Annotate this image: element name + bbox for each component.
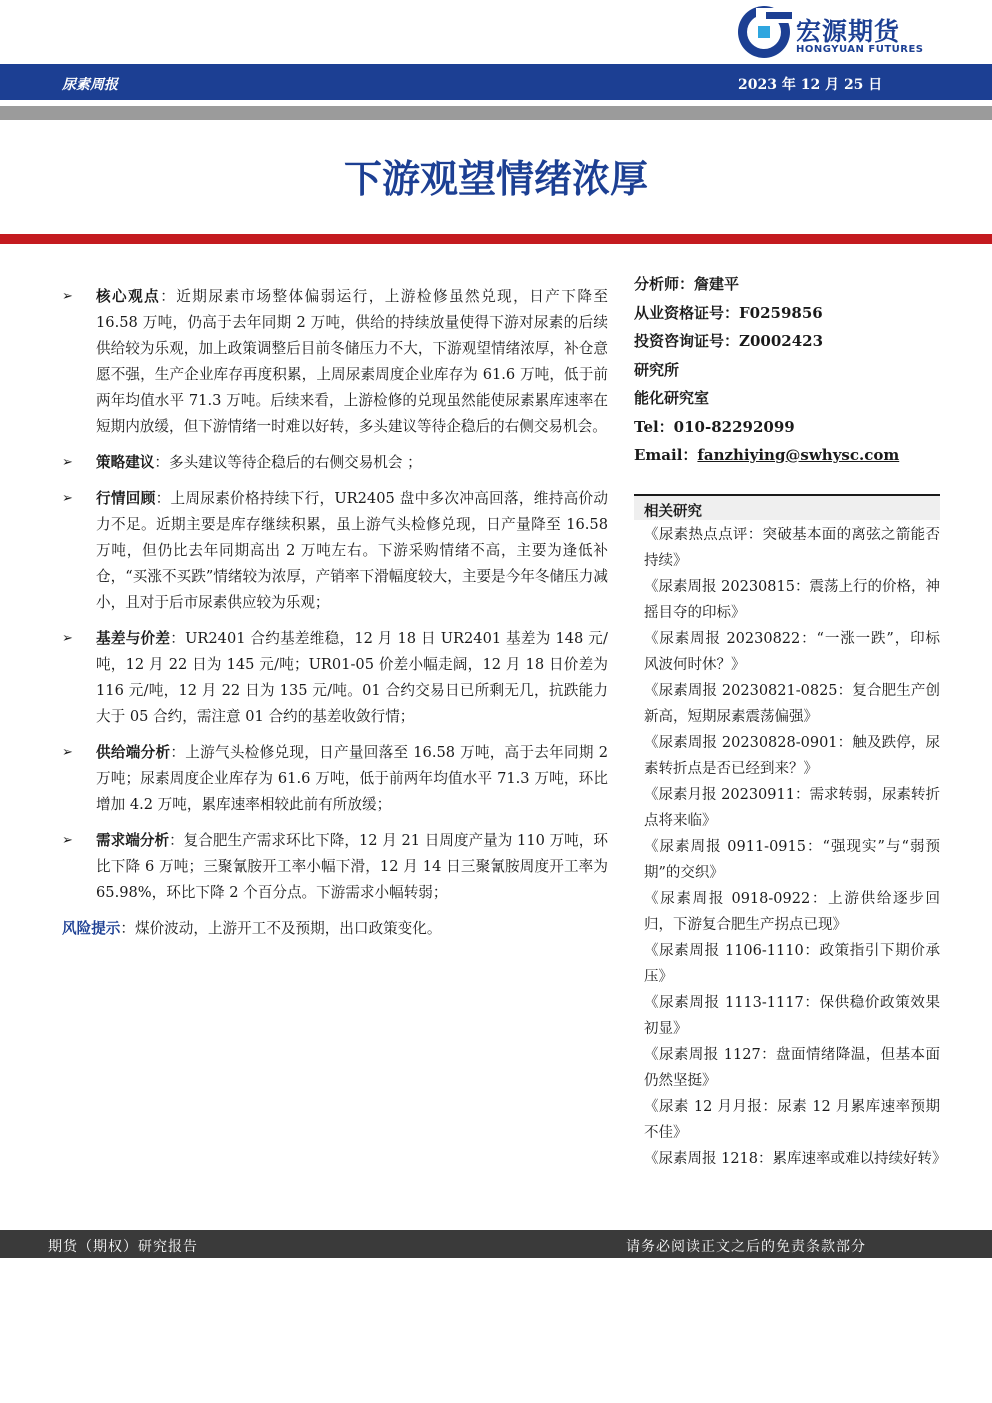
section-text: ：上周尿素价格持续下行，UR2405 盘中多次冲高回落，维持高价动力不足。近期主要是库存继续积累，虽上游气头检修兑现，日产量降至 16.58 万吨，但仍比去年同期高出 2 万吨左右。下游采购情绪不高，主要为逢低补仓，“买涨不买跌”情绪较为浓厚，产销率下滑幅度较大，主要是今年冬储压力减小，且对于后市尿素供应较为乐观； [96,490,608,611]
section-text: ：复合肥生产需求环比下降，12 月 21 日周度产量为 110 万吨，环比下降 6 万吨；三聚氰胺开工率小幅下滑，12 月 14 日三聚氰胺周度开工率为 65.98%，环比下降 2 个百分点。下游需求小幅转弱； [96,832,608,901]
analyst-info [634,270,940,470]
email-link[interactable]: fanzhiying@swhysc.com [697,446,900,464]
related-item: 《尿素热点点评：突破基本面的离弦之箭能否持续》 [644,526,940,569]
page-title: 下游观望情绪浓厚 [343,157,648,201]
telephone: Tel：010-82292099 [634,417,795,436]
related-item: 《尿素周报 1106-1110：政策指引下期价承压》 [644,942,940,985]
section-core-view [62,284,608,440]
related-item: 《尿素周报 20230828-0901：触及跌停，尿素转折点是否已经到来？》 [644,734,940,777]
brand-name-en: HONGYUAN FUTURES [796,44,924,55]
risk-head: 风险提示 [62,920,121,937]
footer-right: 请务必阅读正文之后的免责条款部分 [626,1239,866,1255]
email-label: Email： [634,446,698,464]
hongyuan-logo-icon [736,4,792,60]
bullet-arrow-icon: ➢ [62,833,73,848]
footer-left: 期货（期权）研究报告 [48,1239,198,1255]
brand-logo [736,4,936,60]
header-divider [0,106,992,120]
related-item: 《尿素周报 0911-0915：“强现实”与“弱预期”的交织》 [644,838,940,881]
consult-number: 投资咨询证号：Z0002423 [634,332,824,350]
related-item: 《尿素周报 20230815：震荡上行的价格，神摇目夺的印标》 [644,578,940,621]
section-demand [62,828,608,906]
related-research-title: 相关研究 [634,494,940,520]
report-type: 尿素周报 [62,77,118,93]
brand-name-cn: 宏源期货 [796,17,901,46]
related-item: 《尿素周报 20230822：“一涨一跌”，印标风波何时休？》 [644,630,940,673]
section-basis-spread [62,626,608,730]
risk-text: ：煤价波动，上游开工不及预期，出口政策变化。 [120,920,442,937]
related-item: 《尿素周报 0918-0922：上游供给逐步回归，下游复合肥生产拐点已现》 [644,890,940,933]
section-head: 核心观点 [96,288,161,305]
section-head: 策略建议 [96,454,155,471]
related-item: 《尿素周报 1113-1117：保供稳价政策效果初显》 [644,994,940,1037]
section-head: 基差与价差 [96,630,171,647]
section-market-review [62,486,608,616]
section-text: ：上游气头检修兑现，日产量回落至 16.58 万吨，高于去年同期 2 万吨；尿素周度企业库存为 61.6 万吨，低于前两年均值水平 71.3 万吨，环比增加 4.2 万吨，累库速率相较此前有所放缓； [96,744,608,813]
bullet-arrow-icon: ➢ [62,745,73,760]
footer-bar [0,1230,992,1258]
bullet-arrow-icon: ➢ [62,289,73,304]
main-content [62,284,608,942]
report-date: 2023 年 12 月 25 日 [738,77,883,93]
office: 能化研究室 [634,389,710,407]
related-item: 《尿素周报 20230821-0825：复合肥生产创新高，短期尿素震荡偏强》 [644,682,940,725]
related-research-list [634,522,947,1172]
qualification-number: 从业资格证号：F0259856 [634,303,823,322]
email-line [634,441,940,470]
section-head: 供给端分析 [96,744,171,761]
section-head: 需求端分析 [96,832,170,849]
section-supply [62,740,608,818]
section-text: ：多头建议等待企稳后的右侧交易机会 ； [154,454,422,471]
related-item: 《尿素月报 20230911：需求转弱，尿素转折点将来临》 [644,786,940,829]
section-risk [62,916,608,942]
title-divider [0,234,992,244]
bullet-arrow-icon: ➢ [62,491,73,506]
sidebar [634,270,947,1172]
section-head: 行情回顾 [96,490,156,507]
section-strategy [62,450,608,476]
section-text: ：近期尿素市场整体偏弱运行，上游检修虽然兑现，日产下降至 16.58 万吨，仍高于去年同期 2 万吨，供给的持续放量使得下游对尿素的后续供给较为乐观，加上政策调整后目前冬储压力不大，下游观望情绪浓厚，补仓意愿不强，生产企业库存再度积累，上周尿素周度企业库存为 61.6 万吨，低于前两年均值水平 71.3 万吨。后续来看，上游检修的兑现虽然能使尿素累库速率在短期内放缓，但下游情绪一时难以好转，多头建议等待企稳后的右侧交易机会。 [96,288,608,435]
institute: 研究所 [634,360,680,379]
bullet-arrow-icon: ➢ [62,631,73,646]
related-item: 《尿素周报 1218：累库速率或难以持续好转》 [644,1150,947,1167]
header-bar [0,64,992,100]
bullet-arrow-icon: ➢ [62,455,73,470]
section-text: ：UR2401 合约基差维稳，12 月 18 日 UR2401 基差为 148 元/吨，12 月 22 日为 145 元/吨；UR01-05 价差小幅走阔，12 月 18 日价差为 116 元/吨，12 月 22 日为 135 元/吨。01 合约交易日已所剩无几，抗跌能力大于 05 合约，需注意 01 合约的基差收敛行情； [96,630,608,725]
analyst-name: 分析师：詹建平 [634,275,740,293]
related-item: 《尿素 12 月月报：尿素 12 月累库速率预期不佳》 [644,1098,940,1141]
related-item: 《尿素周报 1127：盘面情绪降温，但基本面仍然坚挺》 [644,1046,940,1089]
